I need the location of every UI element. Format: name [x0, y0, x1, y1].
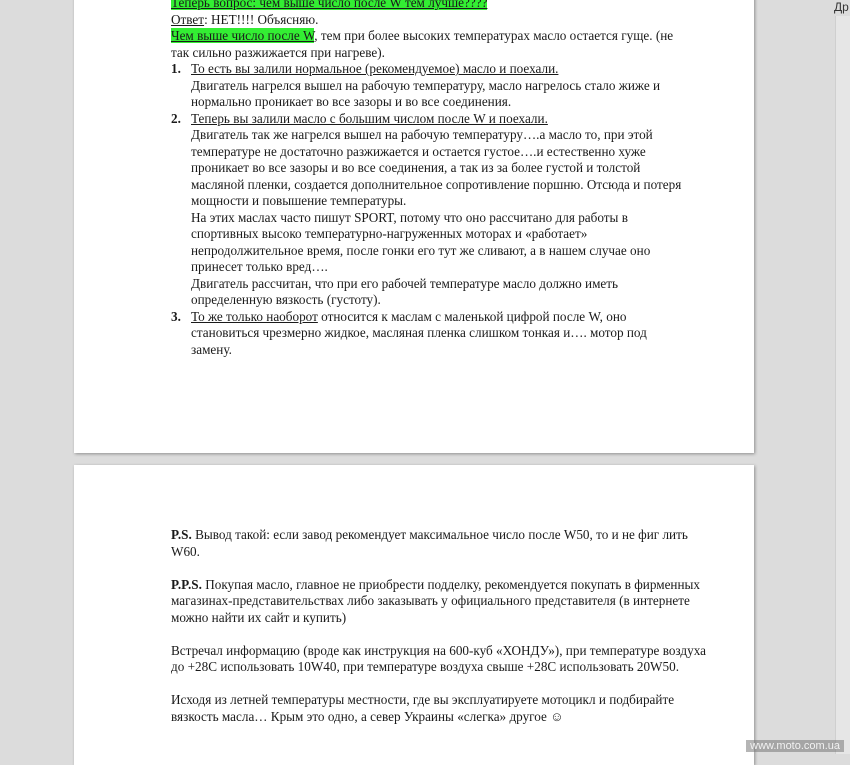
info-paragraph: Встречал информацию (вроде как инструкция на 600-куб «ХОНДУ»), при температуре воздуха до +28С использовать 10W40, при температуре воздуха свыше +28С использовать 20W50. [171, 642, 706, 674]
ps-text: Вывод такой: если завод рекомендует максимальное число после W50, то и не фиг лить W60. [171, 527, 688, 559]
list-body: На этих маслах часто пишут SPORT, потому что оно рассчитано для работы в спортивных высоко температурно-нагруженных моторах и «работает» непродолжительное время, после гонки его тут же сливают, а в нашем случае оно принесет только вред…. [191, 209, 651, 274]
list-heading: То есть вы залили нормальное (рекомендуемое) масло и поехали. [191, 61, 559, 76]
list-item [171, 309, 691, 359]
ps-paragraph [171, 527, 711, 560]
list-number: 3. [171, 308, 181, 324]
page2-content [171, 527, 711, 742]
document-page-1 [74, 0, 754, 453]
corner-text: Др [834, 0, 849, 14]
list-body [191, 309, 691, 359]
explain-line [171, 28, 691, 61]
list-number: 2. [171, 110, 181, 126]
explain-highlight: Чем выше число после W [171, 28, 315, 43]
scrollbar[interactable] [835, 16, 850, 754]
numbered-list [171, 61, 691, 358]
question-line [171, 0, 691, 12]
pps-paragraph [171, 577, 711, 627]
pps-text: Покупая масло, главное не приобрести подделку, рекомендуется покупать в фирменных магазинах-представительствах либо заказывать у официального представителя (в интернете можно найти их сайт и купить) [171, 576, 700, 625]
explain-text: , тем при более высоких температурах масло остается гуще. (не так сильно разжижается при нагреве). [171, 28, 674, 60]
list-heading: Теперь вы залили масло с большим числом после W и поехали. [191, 110, 548, 126]
answer-line [171, 12, 691, 29]
answer-text: : НЕТ!!!! Объясняю. [204, 11, 319, 27]
site-watermark: www.moto.com.ua [746, 740, 844, 752]
list-body-text: относится к маслам с маленькой цифрой после W, оно становиться чрезмерно жидкое, масляная пленка слишком тонкая и…. мотор под замену. [191, 308, 647, 357]
answer-label: Ответ [171, 11, 205, 27]
list-item [171, 61, 691, 111]
question-text: Теперь вопрос: чем выше число после W тем лучше???? [171, 0, 487, 10]
document-page-2 [74, 465, 754, 765]
list-heading: То же только наоборот [191, 308, 318, 324]
page1-content [171, 0, 691, 358]
pps-label: P.P.S. [171, 576, 202, 592]
ps-label: P.S. [171, 527, 192, 542]
list-item [171, 111, 691, 309]
list-body: Двигатель так же нагрелся вышел на рабочую температуру….а масло то, при этой температуре не достаточно разжижается и остается густое….и естественно хуже проникает во все зазоры и во все соединения, а так из за более густой и толстой масляной пленки, создается дополнительное сопротивление поршню. Отсюда и потеря мощности и повышение температуры. [191, 127, 682, 208]
list-body: Двигатель рассчитан, что при его рабочей температуре масло должно иметь определенную вязкость (густоту). [191, 275, 619, 307]
list-body: Двигатель нагрелся вышел на рабочую температуру, масло нагрелось стало жиже и нормально проникает во все зазоры и во все соединения. [191, 77, 661, 109]
list-number: 1. [171, 61, 181, 76]
advice-paragraph: Исходя из летней температуры местности, где вы эксплуатируете мотоцикл и подбирайте вязкость масла… Крым это одно, а север Украины «слегка» другое ☺ [171, 692, 675, 724]
